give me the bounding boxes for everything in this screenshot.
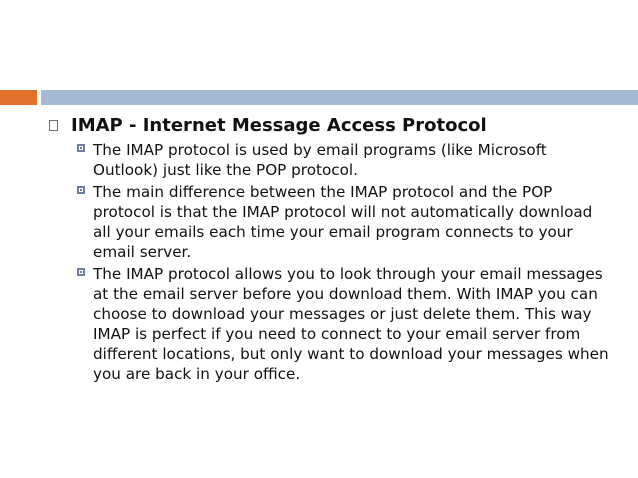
square-bullet-icon [77, 268, 85, 276]
sub-bullet-text: The IMAP protocol is used by email programs (like Microsoft Outlook) just like the POP protocol. [93, 141, 547, 179]
slide-content [49, 114, 624, 386]
sub-bullet-text: The main difference between the IMAP protocol and the POP protocol is that the IMAP protocol will not automatically download all your emails each time your email program connects to your email server. [93, 183, 593, 261]
square-bullet-icon [77, 144, 85, 152]
header-accent-blue [41, 90, 638, 105]
slide-heading: IMAP - Internet Message Access Protocol [71, 115, 487, 136]
square-bullet-icon [49, 120, 58, 131]
sub-bullet-item [77, 182, 624, 262]
sub-bullet-item [77, 264, 624, 384]
sub-bullet-item [77, 140, 624, 180]
sub-bullet-list [77, 140, 624, 384]
main-bullet-item [49, 114, 624, 138]
header-accent-orange [0, 90, 37, 105]
square-bullet-icon [77, 186, 85, 194]
sub-bullet-text: The IMAP protocol allows you to look through your email messages at the email server before you download them. With IMAP you can choose to download your messages or just delete them. This way IMAP is perfect if you need to connect to your email server from different locations, but only want to download your messages when you are back in your office. [93, 265, 609, 383]
